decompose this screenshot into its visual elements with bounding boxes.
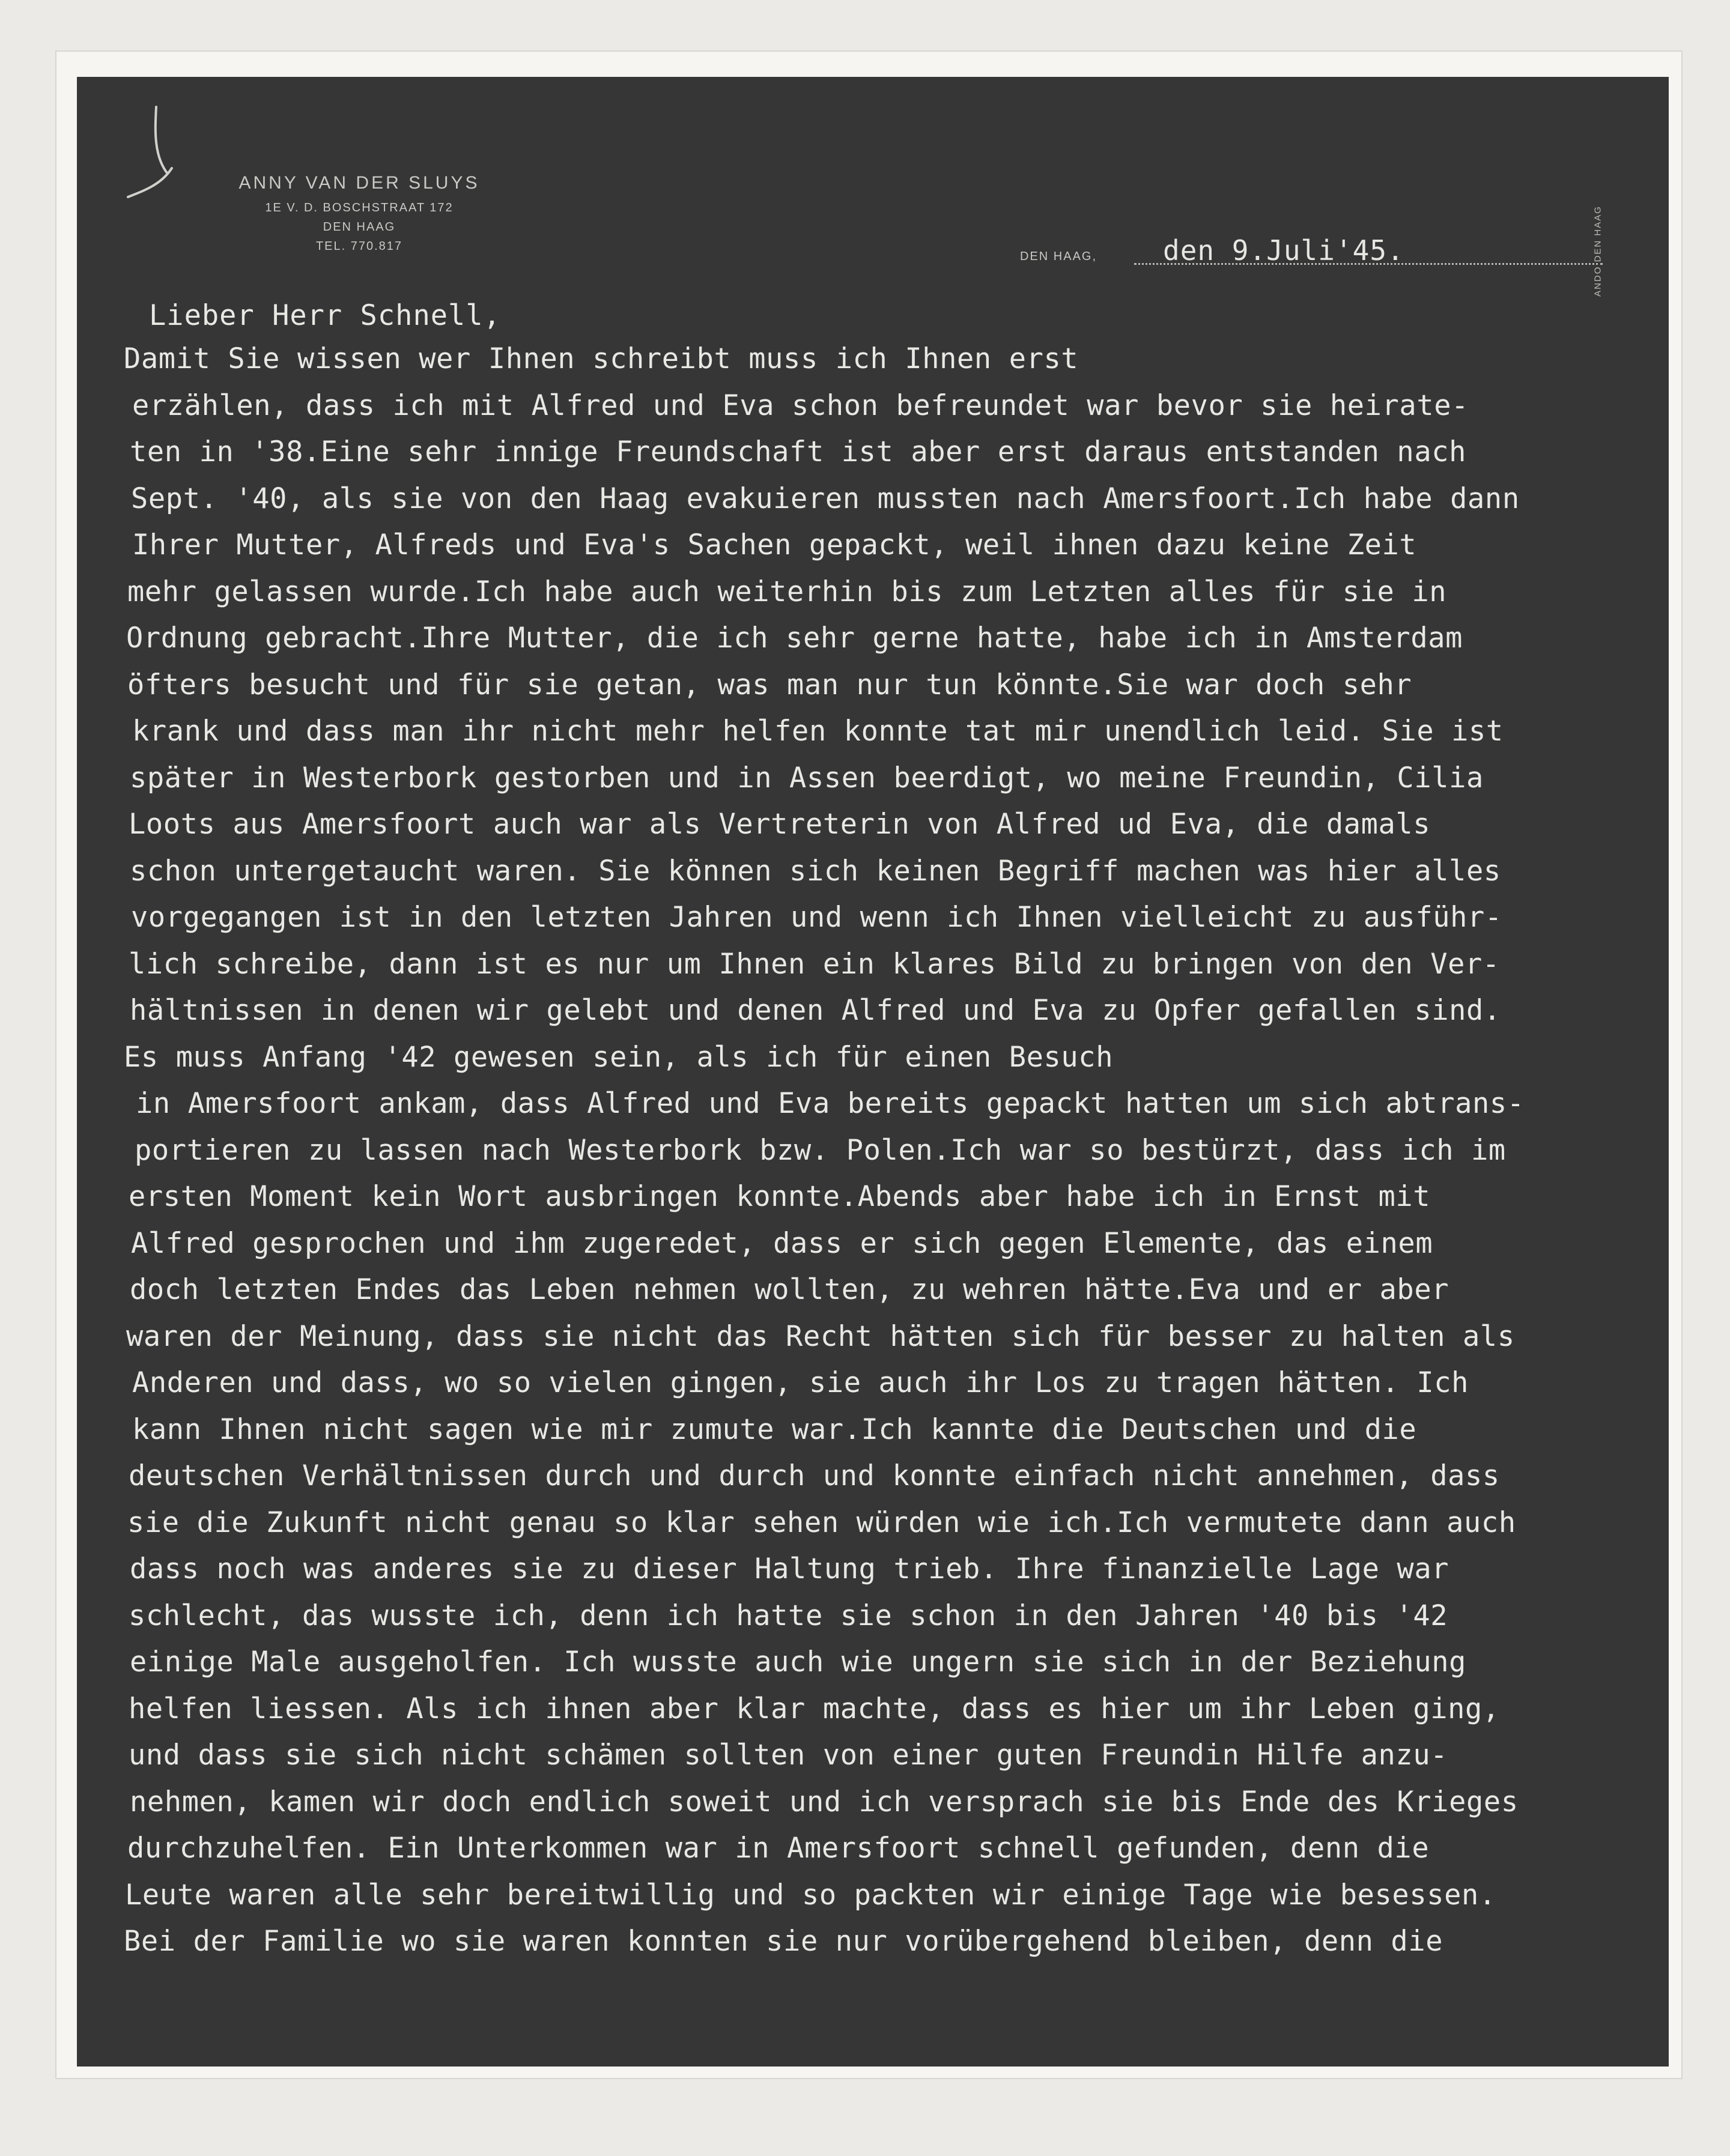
- letter-line: deutschen Verhältnissen durch und durch und konnte einfach nicht annehmen, dass: [129, 1459, 1500, 1492]
- letter-line: Anderen und dass, wo so vielen gingen, sie auch ihr Los zu tragen hätten. Ich: [132, 1366, 1469, 1399]
- letter-line: nehmen, kamen wir doch endlich soweit und ich versprach sie bis Ende des Krieges: [130, 1785, 1519, 1818]
- letter-line: und dass sie sich nicht schämen sollten von einer guten Freundin Hilfe anzu-: [129, 1739, 1448, 1772]
- letterhead-city: DEN HAAG: [323, 220, 396, 234]
- letter-line: Loots aus Amersfoort auch war als Vertreterin von Alfred ud Eva, die damals: [129, 808, 1431, 841]
- salutation: Lieber Herr Schnell,: [149, 299, 501, 332]
- letter-line: ersten Moment kein Wort ausbringen konnte.Abends aber habe ich in Ernst mit: [129, 1180, 1431, 1213]
- letter-line: portieren zu lassen nach Westerbork bzw. Polen.Ich war so bestürzt, dass ich im: [135, 1134, 1506, 1167]
- letter-line: Bei der Familie wo sie waren konnten sie nur vorübergehend bleiben, denn die: [124, 1925, 1443, 1958]
- letter-line: vorgegangen ist in den letzten Jahren und wenn ich Ihnen vielleicht zu ausführ-: [131, 901, 1502, 934]
- letter-line: ten in '38.Eine sehr innige Freundschaft ist aber erst daraus entstanden nach: [130, 435, 1467, 468]
- letterhead-phone: TEL. 770.817: [315, 240, 403, 253]
- letter-line: in Amersfoort ankam, dass Alfred und Eva bereits gepackt hatten um sich abtrans-: [136, 1087, 1525, 1120]
- letterhead: [167, 173, 551, 256]
- letter-line: Ordnung gebracht.Ihre Mutter, die ich sehr gerne hatte, habe ich in Amsterdam: [126, 622, 1463, 655]
- letter-line: einige Male ausgeholfen. Ich wusste auch wie ungern sie sich in der Beziehung: [130, 1646, 1467, 1679]
- letter-page: [77, 77, 1669, 2067]
- side-reference: [1586, 179, 1610, 323]
- letter-line: mehr gelassen wurde.Ich habe auch weiterhin bis zum Letzten alles für sie in: [127, 575, 1447, 608]
- place-label: DEN HAAG,: [1020, 250, 1097, 263]
- letter-line: Alfred gesprochen und ihm zugeredet, dass er sich gegen Elemente, das einem: [131, 1227, 1433, 1260]
- letter-line: durchzuhelfen. Ein Unterkommen war in Amersfoort schnell gefunden, denn die: [127, 1832, 1430, 1865]
- letter-line: Es muss Anfang '42 gewesen sein, als ich für einen Besuch: [124, 1041, 1114, 1074]
- letter-line: schon untergetaucht waren. Sie können sich keinen Begriff machen was hier alles: [130, 855, 1501, 888]
- letter-line: doch letzten Endes das Leben nehmen wollten, zu wehren hätte.Eva und er aber: [130, 1273, 1449, 1306]
- letter-line: schlecht, das wusste ich, denn ich hatte sie schon in den Jahren '40 bis '42: [129, 1599, 1448, 1632]
- letter-line: lich schreibe, dann ist es nur um Ihnen ein klares Bild zu bringen von den Ver-: [129, 948, 1500, 981]
- letterhead-name: ANNY VAN DER SLUYS: [238, 173, 480, 193]
- place-date: [1020, 234, 1633, 270]
- letter-line: später in Westerbork gestorben und in Assen beerdigt, wo meine Freundin, Cilia: [130, 762, 1484, 795]
- letter-line: kann Ihnen nicht sagen wie mir zumute war.Ich kannte die Deutschen und die: [132, 1413, 1417, 1446]
- letter-line: hältnissen in denen wir gelebt und denen Alfred und Eva zu Opfer gefallen sind.: [130, 994, 1501, 1027]
- letter-line: sie die Zukunft nicht genau so klar sehen würden wie ich.Ich vermutete dann auch: [127, 1506, 1516, 1539]
- letter-line: Sept. '40, als sie von den Haag evakuieren mussten nach Amersfoort.Ich habe dann: [131, 482, 1520, 515]
- letter-line: dass noch was anderes sie zu dieser Haltung trieb. Ihre finanzielle Lage war: [130, 1552, 1449, 1585]
- letter-line: helfen liessen. Als ich ihnen aber klar machte, dass es hier um ihr Leben ging,: [129, 1692, 1500, 1725]
- letter-line: erzählen, dass ich mit Alfred und Eva schon befreundet war bevor sie heirate-: [132, 389, 1469, 422]
- letter-line: krank und dass man ihr nicht mehr helfen konnte tat mir unendlich leid. Sie ist: [132, 715, 1504, 748]
- letter-line: waren der Meinung, dass sie nicht das Recht hätten sich für besser zu halten als: [126, 1320, 1515, 1353]
- letter-line: Ihrer Mutter, Alfreds und Eva's Sachen gepackt, weil ihnen dazu keine Zeit: [132, 528, 1417, 562]
- letter-line: Damit Sie wissen wer Ihnen schreibt muss ich Ihnen erst: [124, 342, 1079, 375]
- letter-line: Leute waren alle sehr bereitwillig und so packten wir einige Tage wie besessen.: [125, 1879, 1496, 1912]
- letterhead-street: 1E V. D. BOSCHSTRAAT 172: [265, 201, 454, 214]
- side-reference-text: ANDO DEN HAAG: [1592, 205, 1603, 297]
- letter-line: öfters besucht und für sie getan, was man nur tun könnte.Sie war doch sehr: [127, 668, 1412, 701]
- letter-date: den 9.Juli'45.: [1163, 234, 1404, 267]
